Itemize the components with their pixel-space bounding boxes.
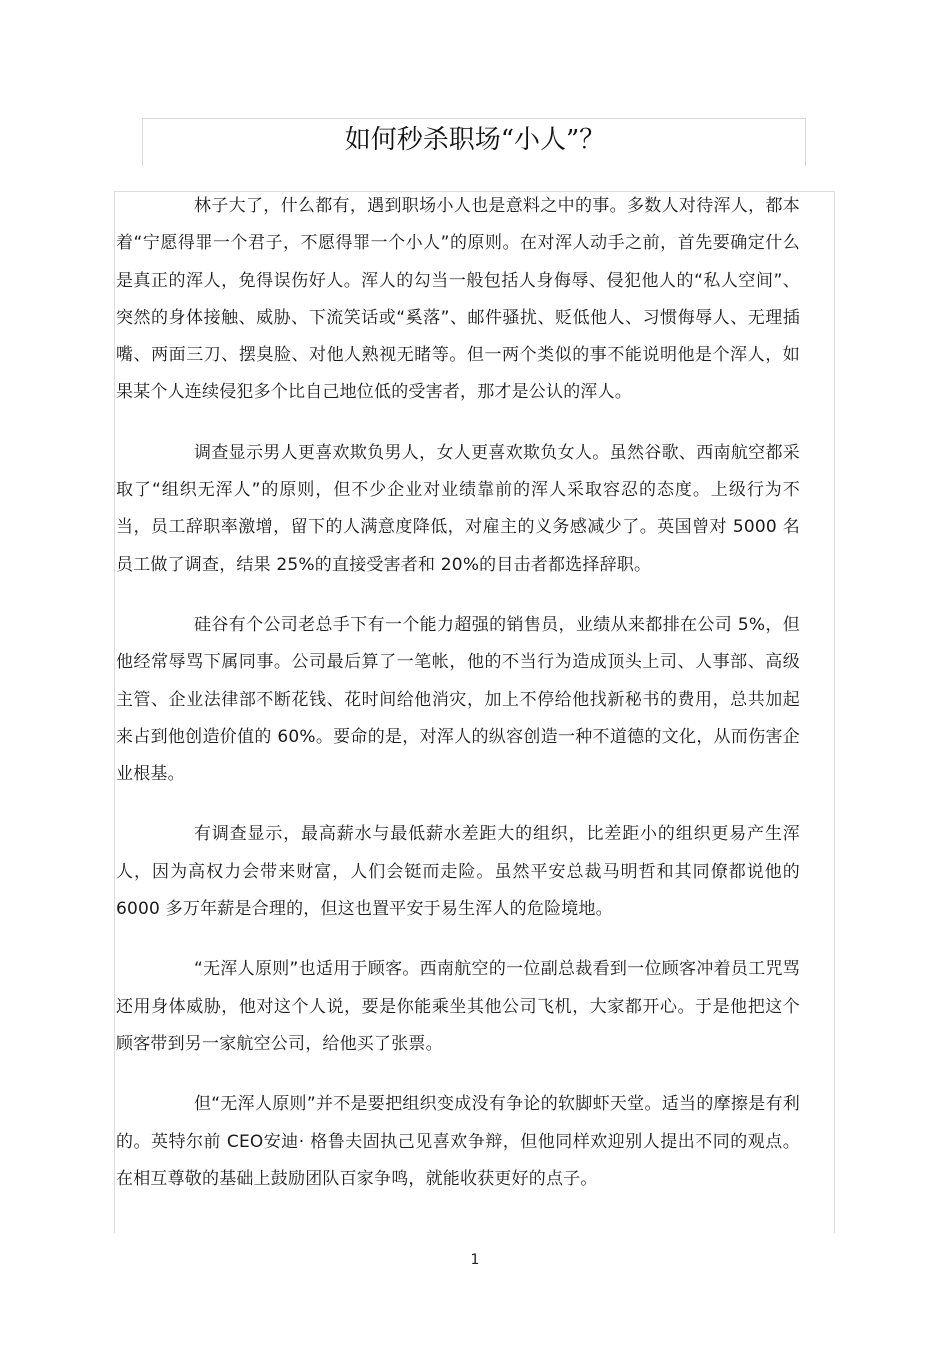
- paragraph-1: 林子大了，什么都有，遇到职场小人也是意料之中的事。多数人对待浑人，都本着“宁愿得罪一个君子，不愿得罪一个小人”的原则。在对浑人动手之前，首先要确定什么是真正的浑人，免得误伤好人。浑人的勾当一般包括人身侮辱、侵犯他人的“私人空间”、突然的身体接触、威胁、下流笑话或“奚落”、邮件骚扰、贬低他人、习惯侮辱人、无理插嘴、两面三刀、摆臭脸、对他人熟视无睹等。但一两个类似的事不能说明他是个浑人，如果某个人连续侵犯多个比自己地位低的受害者，那才是公认的浑人。: [116, 196, 800, 403]
- page-number: 1: [470, 1252, 480, 1268]
- document-body: [116, 188, 800, 1221]
- paragraph-4: 有调查显示，最高薪水与最低薪水差距大的组织，比差距小的组织更易产生浑人，因为高权力会带来财富，人们会铤而走险。虽然平安总裁马明哲和其同僚都说他的 6000 多万年薪是合理的，但这也置平安于易生浑人的危险境地。: [116, 824, 800, 920]
- paragraph-3: 硅谷有个公司老总手下有一个能力超强的销售员，业绩从来都排在公司 5%，但他经常辱骂下属同事。公司最后算了一笔帐，他的不当行为造成顶头上司、人事部、高级主管、企业法律部不断花钱、花时间给他消灾，加上不停给他找新秘书的费用，总共加起来占到他创造价值的 60%。要命的是，对浑人的纵容创造一种不道德的文化，从而伤害企业根基。: [116, 614, 800, 785]
- paragraph-2: 调查显示男人更喜欢欺负男人，女人更喜欢欺负女人。虽然谷歌、西南航空都采取了“组织无浑人”的原则，但不少企业对业绩靠前的浑人采取容忍的态度。上级行为不当，员工辞职率激增，留下的人满意度降低，对雇主的义务感减少了。英国曾对 5000 名员工做了调查，结果 25%的直接受害者和 20%的目击者都选择辞职。: [116, 442, 800, 575]
- document-title: 如何秒杀职场“小人”？: [344, 125, 606, 155]
- paragraph-5: “无浑人原则”也适用于顾客。西南航空的一位副总裁看到一位顾客冲着员工咒骂还用身体威胁，他对这个人说，要是你能乘坐其他公司飞机，大家都开心。于是他把这个顾客带到另一家航空公司，给他买了张票。: [116, 959, 800, 1054]
- paragraph-6: 但“无浑人原则”并不是要把组织变成没有争论的软脚虾天堂。适当的摩擦是有利的。英特尔前 CEO安迪· 格鲁夫固执己见喜欢争辩，但他同样欢迎别人提出不同的观点。在相互尊敬的基础上鼓励团队百家争鸣，就能收获更好的点子。: [116, 1094, 800, 1189]
